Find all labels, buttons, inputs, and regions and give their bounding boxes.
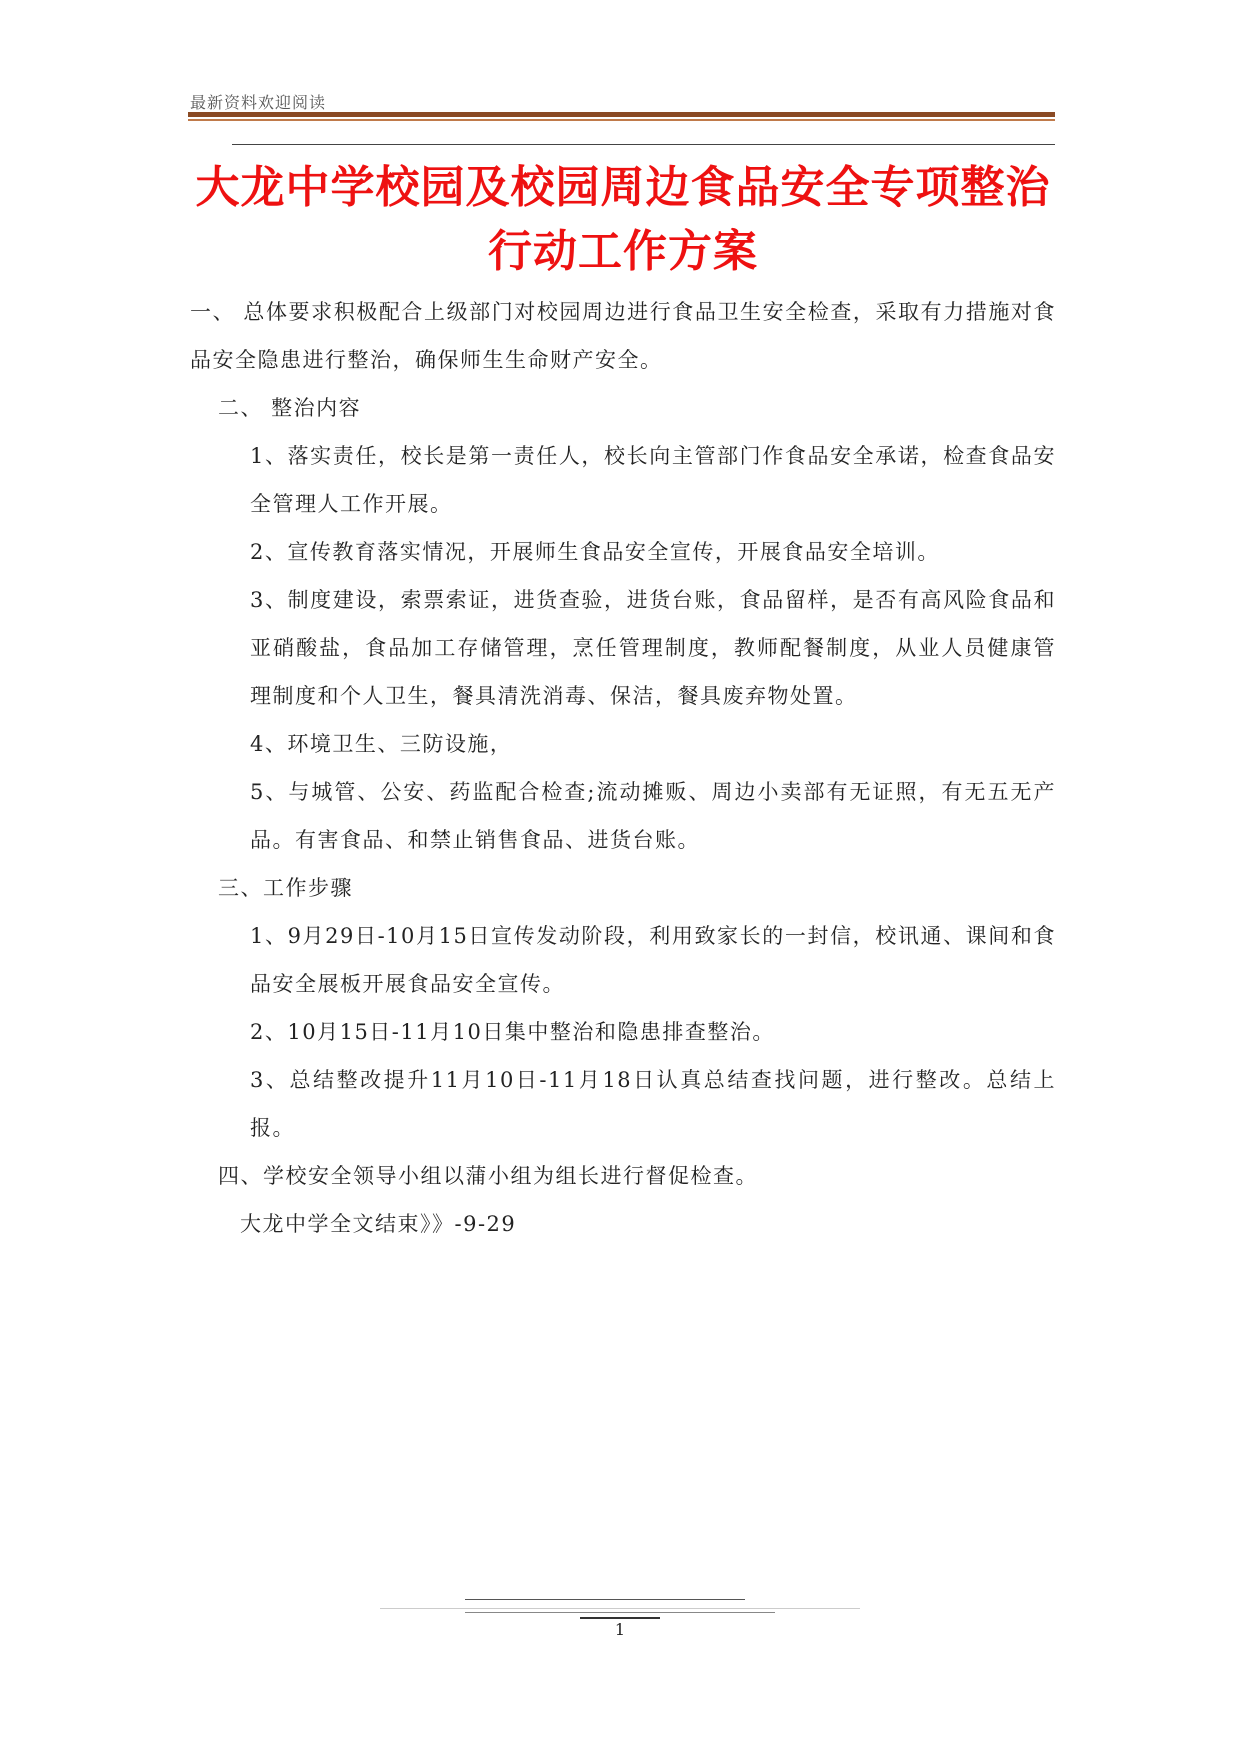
header-divider-thick [188, 112, 1055, 117]
paragraph-closing: 大龙中学全文结束》》-9-29 [240, 1212, 517, 1236]
page-header-text: 最新资料欢迎阅读 [190, 93, 327, 112]
paragraph-section-three-heading: 三、工作步骤 [218, 876, 353, 900]
page-number: 1 [614, 1620, 626, 1639]
document-title: 大龙中学校园及校园周边食品安全专项整治行动工作方案 [195, 162, 1051, 277]
paragraph-overall-requirements: 一、 总体要求积极配合上级部门对校园周边进行食品卫生安全检查，采取有力措施对食品安全隐患进行整治，确保师生生命财产安全。 [190, 300, 1056, 372]
paragraph-section-two-heading: 二、 整治内容 [218, 396, 362, 420]
footer-divider [380, 1608, 860, 1609]
document-body [190, 288, 1056, 1248]
header-divider-lower [232, 144, 1055, 145]
paragraph-item-environment: 4、环境卫生、三防设施， [250, 732, 513, 756]
paragraph-item-system-building: 3、制度建设，索票索证，进货查验，进货台账，食品留样，是否有高风险食品和亚硝酸盐，食品加工存储管理，烹任管理制度，教师配餐制度，从业人员健康管理制度和个人卫生，餐具清洗消毒、保洁，餐具废弃物处置。 [250, 588, 1056, 708]
paragraph-step-summary: 3、总结整改提升11月10日-11月18日认真总结查找问题，进行整改。总结上报。 [250, 1068, 1056, 1140]
header-divider-thin [188, 119, 1055, 121]
paragraph-item-responsibility: 1、落实责任，校长是第一责任人，校长向主管部门作食品安全承诺，检查食品安全管理人工作开展。 [250, 444, 1056, 516]
paragraph-step-publicity: 1、9月29日-10月15日宣传发动阶段，利用致家长的一封信，校讯通、课间和食品安全展板开展食品安全宣传。 [250, 924, 1056, 996]
footer-divider [580, 1617, 660, 1619]
paragraph-item-joint-inspection: 5、与城管、公安、药监配合检查;流动摊贩、周边小卖部有无证照，有无五无产品。有害食品、和禁止销售食品、进货台账。 [250, 780, 1056, 852]
paragraph-step-rectification: 2、10月15日-11月10日集中整治和隐患排查整治。 [250, 1020, 775, 1044]
paragraph-item-education: 2、宣传教育落实情况，开展师生食品安全宣传，开展食品安全培训。 [250, 540, 940, 564]
footer-divider [465, 1612, 775, 1613]
footer-divider [465, 1599, 745, 1600]
paragraph-section-four: 四、学校安全领导小组以蒲小组为组长进行督促检查。 [218, 1164, 758, 1188]
